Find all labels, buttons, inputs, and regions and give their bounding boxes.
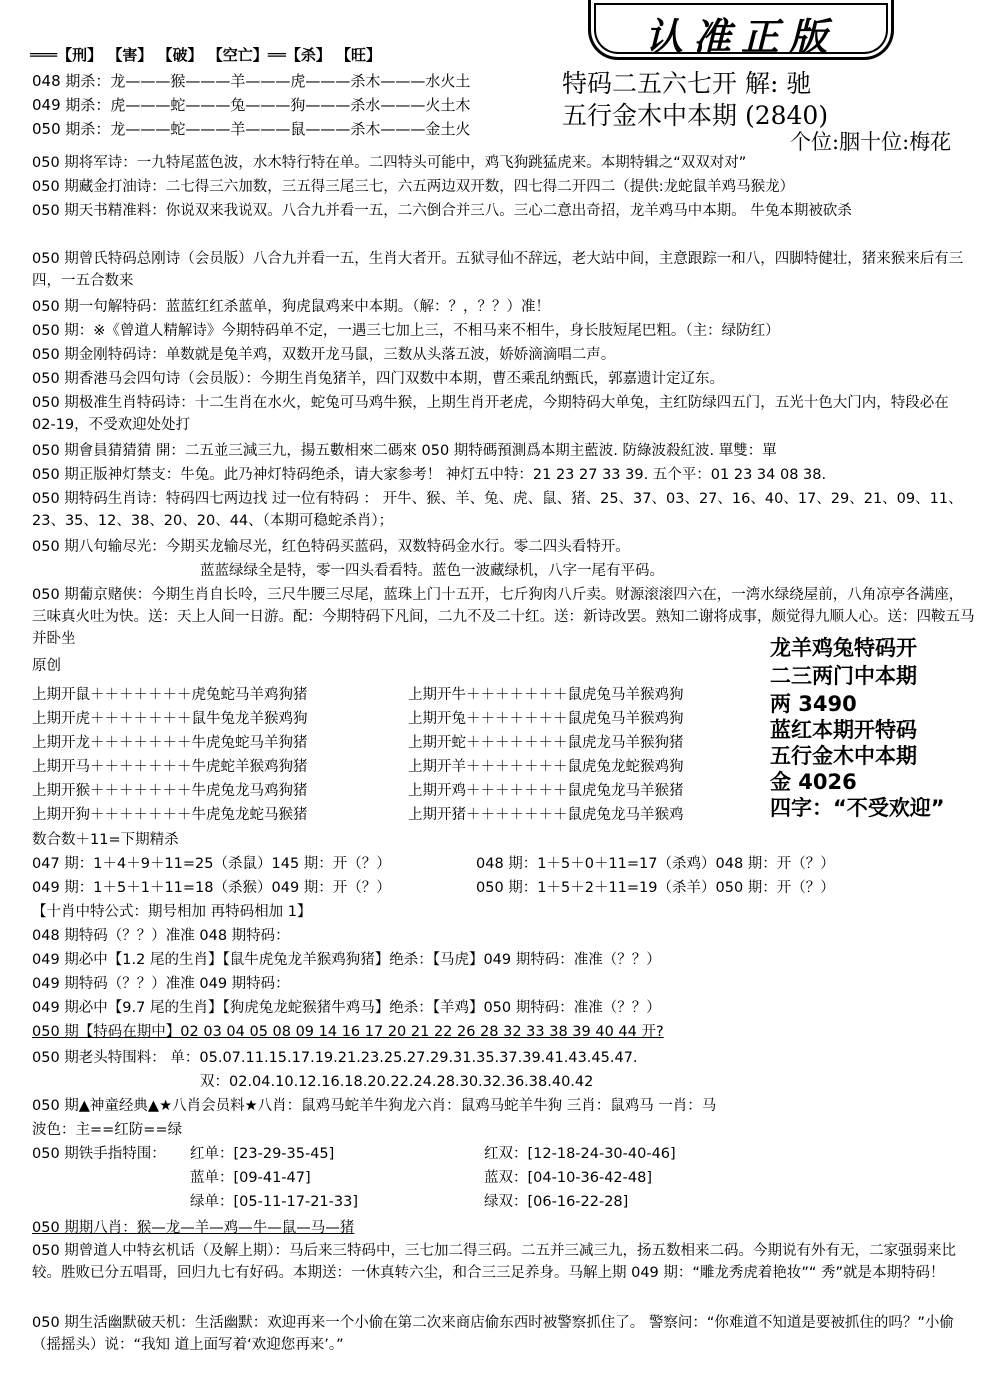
formula-even: 双：02.04.10.12.16.18.20.22.24.28.30.32.36.38.40.42	[200, 1074, 594, 1090]
zodiac-right-3: 上期开蛇＋＋＋＋＋＋＋鼠虎龙马羊猴狗猪	[408, 735, 684, 751]
side-note-2: 二三两门中本期	[770, 664, 917, 688]
iron-green-even: 绿双：[06-16-22-28]	[484, 1194, 629, 1210]
poem-zodiac: 050 期极准生肖特码诗：十二生肖在水火，蛇兔可马鸡牛猴，上期生肖开老虎，今期特码大单兔，主红防绿四五门，五光十色大门内，特段必在 02-19，不受欢迎处处打	[32, 395, 949, 433]
kill-line-049: 049 期杀：虎———蛇———兔———狗———杀水———火土木	[32, 96, 471, 114]
poem-zeng: 050 期曾氏特码总刚诗（会员版）八合九并看一五，生肖大者开。五狱寻仙不辞远，老大站中间，主意跟踪一和八，四脚特健壮，猪来猴来后有三四，一五合数来	[32, 251, 964, 289]
zodiac-right-1: 上期开牛＋＋＋＋＋＋＋鼠虎兔马羊猴鸡狗	[408, 687, 684, 703]
poem-hongkong: 050 期香港马会四句诗（会员版）：今期生肖兔猪羊，四门双数中本期，曹丕乘乱纳甄氏，郭嘉遗计定辽东。	[32, 371, 725, 387]
side-note-6: 金 4026	[770, 770, 857, 794]
formula-in-period: 050 期【特码在期中】02 03 04 05 08 09 14 16 17 20 21 22 26 28 32 33 38 39 40 44 开?	[32, 1024, 664, 1040]
ending-humor: 050 期生活幽默破天机：生活幽默：欢迎再来一个小偷在第二次来商店偷东西时被警察抓住了。 警察问：“你难道不知道是要被抓住的吗？”小偷（摇摇头）说：“我知 道上面写着‘欢迎您再来’。”	[32, 1315, 954, 1353]
zodiac-right-5: 上期开鸡＋＋＋＋＋＋＋鼠虎兔龙马羊猴猪	[408, 783, 684, 799]
zodiac-left-6: 上期开狗＋＋＋＋＋＋＋牛虎兔龙蛇马猴猪	[32, 807, 308, 823]
formula-050: 050 期：1＋5＋2＋11=19（杀羊）050 期：开（？）	[476, 880, 835, 896]
poem-zodiac-numbers: 050 期特码生肖诗：特码四七两边找 过一位有特码 ： 开牛、猴、羊、兔、虎、鼠、猪、25、37、03、27、16、40、17、29、21、09、11、23、35、12、38、20、20、44、（本期可稳蛇杀肖）；	[32, 491, 963, 529]
formula-ten-zodiac: 【十肖中特公式：期号相加 再特码相加 1】	[32, 904, 312, 920]
formula-048-special: 048 期特码（？？）准准 048 期特码：	[32, 928, 290, 944]
poem-member: 050 期會員猜猜猜 開：二五並三減三九，揚五數相來二碼來 050 期特碼預測爲本期主藍波. 防綠波殺紅波. 單雙：單	[32, 443, 777, 459]
category-header: ═══【刑】 【害】 【破】 【空亡】══【杀】 【旺】	[30, 46, 382, 64]
side-note-7: 四字：“不受欢迎”	[770, 796, 945, 820]
iron-blue-even: 蓝双：[04-10-36-42-48]	[484, 1170, 652, 1186]
poem-eight-lines-2: 蓝蓝绿绿全是特，零一四头看看特。蓝色一波藏绿机，八字一尾有平码。	[200, 563, 664, 579]
zodiac-left-2: 上期开虎＋＋＋＋＋＋＋鼠牛兔龙羊猴鸡狗	[32, 711, 308, 727]
hand-note-3: 个位:胭十位:梅花	[790, 130, 952, 154]
poem-gambler: 050 期葡京赌侠：今期生肖自长呤，三尺牛腰三尽尾，蓝珠上门十五开，七斤狗肉八斤卖。财源滚滚四六在，一湾水绿绕屋前，八角凉亭各满座，三味真火吐为快。送：天上人间一日游。配：今期特码下凡间，二九不及二十红。送：新诗改罢。熟知二谢将成事，颇觉得九顺人心。送：四鞍五马并卧坐	[32, 587, 975, 647]
poem-tianshu: 050 期天书精准料：你说双来我说双。八合九并看一五，二六倒合并三八。三心二意出奇招，龙羊鸡马中本期。 牛兔本期被砍杀	[32, 203, 852, 219]
iron-green-odd: 绿单：[05-11-17-21-33]	[190, 1194, 358, 1210]
poem-general: 050 期将军诗：一九特尾蓝色波，水木特行特在单。二四特头可能中，鸡飞狗跳猛虎来。本期特辑之“双双对对”	[32, 155, 747, 171]
poem-zengdaoren: 050 期：※《曾道人精解诗》今期特码单不定，一遇三七加上三，不相马来不相牛，身长肢短尾巴粗。（主：绿防红）	[32, 323, 780, 339]
poem-lamp: 050 期正版神灯禁支：牛兔。此乃神灯特码绝杀，请大家参考！ 神灯五中特：21 23 27 33 39. 五个平：01 23 34 08 38.	[32, 467, 827, 483]
kill-line-050: 050 期杀：龙———蛇———羊———鼠———杀木———金土火	[32, 120, 471, 138]
iron-red-odd: 红单：[23-29-35-45]	[190, 1146, 335, 1162]
zodiac-left-4: 上期开马＋＋＋＋＋＋＋牛虎蛇羊猴鸡狗猪	[32, 759, 308, 775]
poem-one-line: 050 期一句解特码：蓝蓝红红杀蓝单，狗虎鼠鸡来中本期。（解：？，？？）准！	[32, 299, 551, 315]
original-label: 原创	[32, 658, 61, 674]
side-note-4: 蓝红本期开特码	[770, 718, 917, 742]
zodiac-right-2: 上期开兔＋＋＋＋＋＋＋鼠虎兔马羊猴鸡狗	[408, 711, 684, 727]
poem-jingang: 050 期金刚特码诗：单数就是兔羊鸡，双数开龙马鼠，三数从头落五波，娇娇滴滴唱二声。	[32, 347, 616, 363]
zodiac-left-5: 上期开猴＋＋＋＋＋＋＋牛虎兔龙马鸡狗猪	[32, 783, 308, 799]
iron-blue-odd: 蓝单：[09-41-47]	[190, 1170, 311, 1186]
formula-049: 049 期：1＋5＋1＋11=18（杀猴）049 期：开（？）	[32, 880, 391, 896]
kill-line-048: 048 期杀：龙———猴———羊———虎———杀木———水火土	[32, 72, 471, 90]
zodiac-left-1: 上期开鼠＋＋＋＋＋＋＋虎兔蛇马羊鸡狗猪	[32, 687, 308, 703]
ending-riddle: 050 期曾道人中特玄机话（及解上期）：马后来三特码中，三七加二得三码。二五并三减三九，扬五数相来二码。今期说有外有无，二家强弱来比较。胜败已分五唱哥，回归九七有好码。本期送：一休真转六尘，和合三三足养身。马解上期 049 期：“雕龙秀虎着艳妆”“ 秀”就是本期特码！	[32, 1243, 957, 1281]
formula-049-must: 049 期必中【1.2 尾的生肖】【鼠牛虎兔龙羊猴鸡狗猪】绝杀：【马虎】049 期特码：准准（？？）	[32, 952, 661, 968]
side-note-5: 五行金木中本期	[770, 744, 917, 768]
formula-prodigy: 050 期▲神童经典▲★八肖会员料★八肖：鼠鸡马蛇羊牛狗龙六肖：鼠鸡马蛇羊牛狗 三肖：鼠鸡马 一肖：马	[32, 1098, 717, 1114]
side-note-1: 龙羊鸡兔特码开	[770, 636, 917, 660]
formula-odd: 050 期老头特围料： 单：05.07.11.15.17.19.21.23.25.27.29.31.35.37.39.41.43.45.47.	[32, 1050, 638, 1066]
hand-note-1: 特码二五六七开 解: 驰	[562, 69, 812, 98]
hand-note-2: 五行金木中本期 (2840)	[562, 101, 829, 130]
poem-doggerel: 050 期藏金打油诗：二七得三六加数，三五得三尾三七，六五两边双开数，四七得二开四二（提供:龙蛇鼠羊鸡马猴龙）	[32, 179, 795, 195]
seal-text: 认准正版	[644, 14, 837, 59]
formula-050-must: 049 期必中【9.7 尾的生肖】【狗虎兔龙蛇猴猪牛鸡马】绝杀：【羊鸡】050 期特码：准准（？？）	[32, 1000, 661, 1016]
formula-048: 048 期：1＋5＋0＋11=17（杀鸡）048 期：开（？）	[476, 856, 835, 872]
formula-047: 047 期：1＋4＋9＋11=25（杀鼠）145 期：开（？）	[32, 856, 391, 872]
formula-title: 数合数＋11=下期精杀	[32, 832, 179, 848]
side-note-3: 两 3490	[770, 692, 857, 716]
poem-eight-lines: 050 期八句输尽光：今期买龙输尽光，红色特码买蓝码，双数特码金水行。零二四头看特开。	[32, 539, 630, 555]
zodiac-right-4: 上期开羊＋＋＋＋＋＋＋鼠虎兔龙蛇猴鸡狗	[408, 759, 684, 775]
zodiac-left-3: 上期开龙＋＋＋＋＋＋＋牛虎兔蛇马羊狗猪	[32, 735, 308, 751]
formula-wave: 波色：主==红防==绿	[32, 1122, 183, 1138]
eight-zodiac: 050 期期八肖：猴—龙—羊—鸡—牛—鼠—马—猪	[32, 1220, 355, 1236]
zodiac-right-6: 上期开猪＋＋＋＋＋＋＋鼠虎兔龙马羊猴鸡	[408, 807, 684, 823]
formula-049-special: 049 期特码（？？）准准 049 期特码：	[32, 976, 290, 992]
genuine-seal	[588, 0, 894, 60]
iron-label: 050 期铁手指特围：	[32, 1146, 166, 1162]
iron-red-even: 红双：[12-18-24-30-40-46]	[484, 1146, 676, 1162]
